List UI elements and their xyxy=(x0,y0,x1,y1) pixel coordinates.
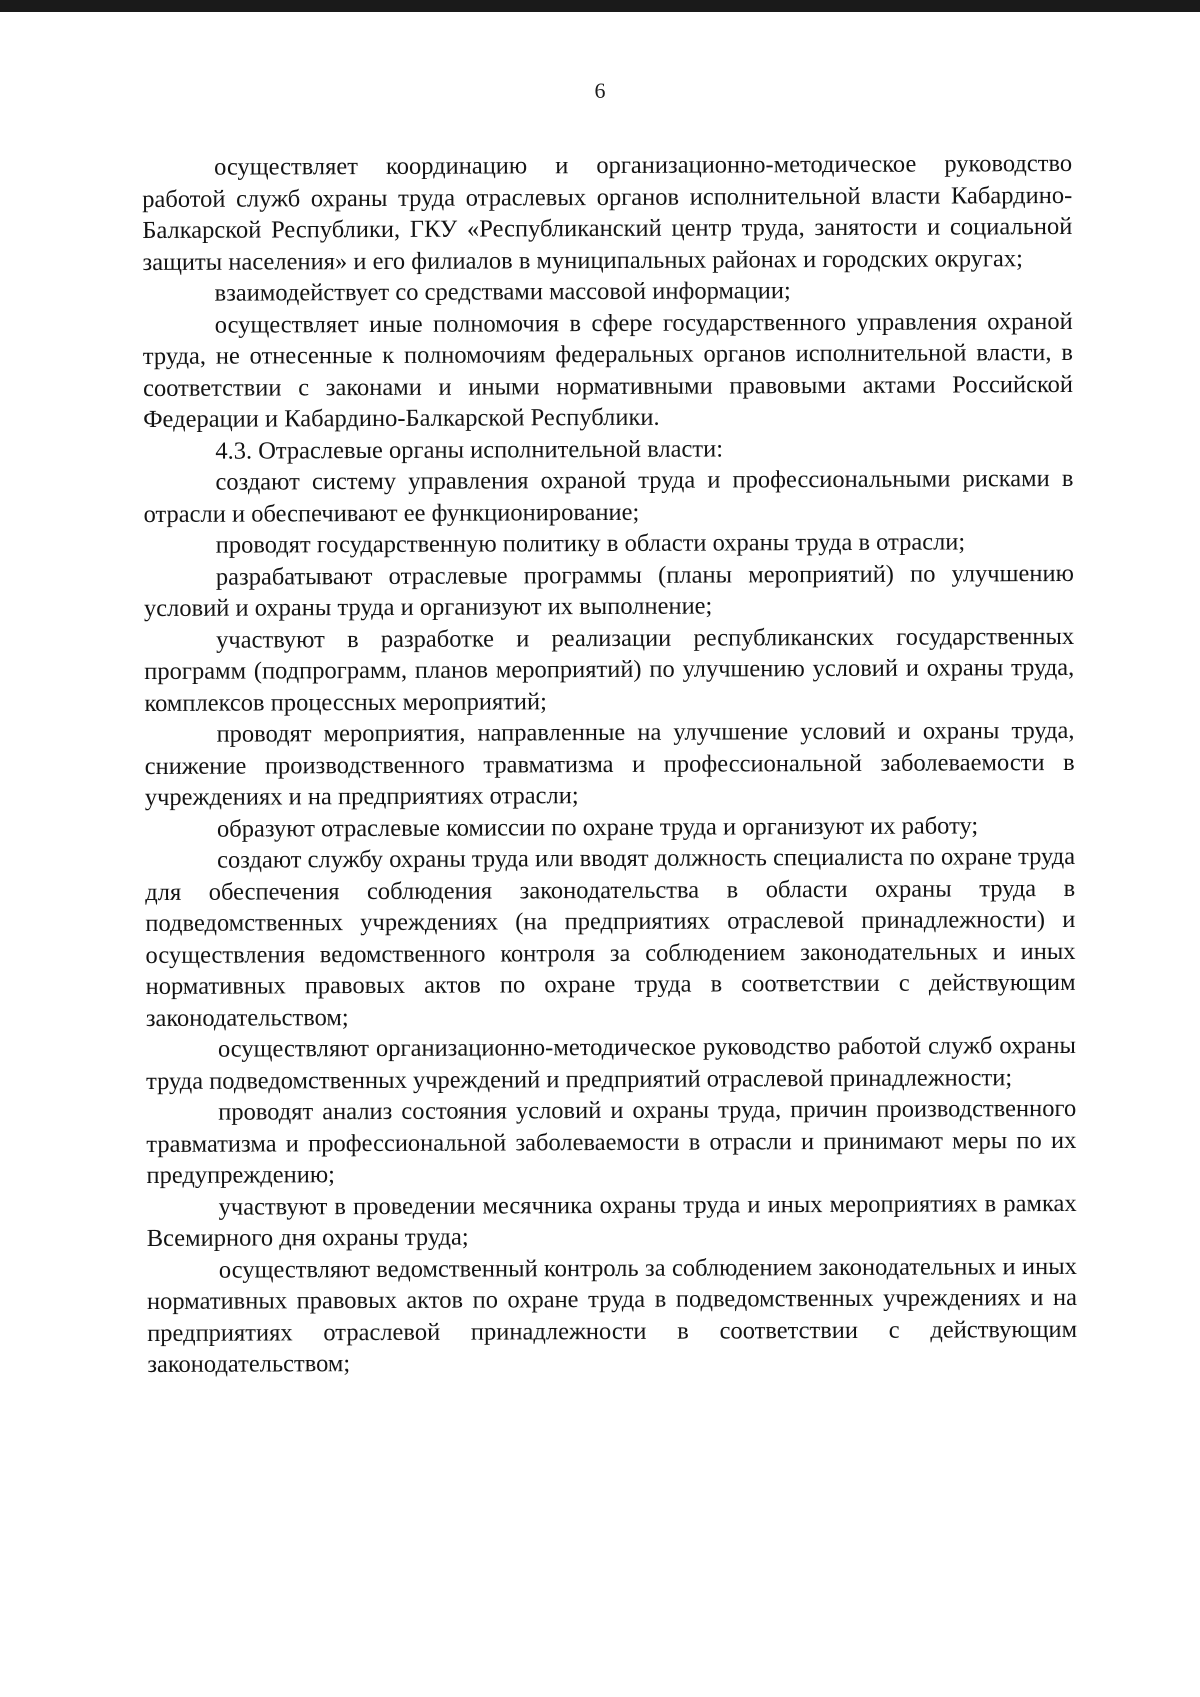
paragraph: создают службу охраны труда или вводят должность специалиста по охране труда для обеспечения соблюдения законодательства в области охраны труда в подведомственных учреждениях (на предприятиях отраслевой принадлежности) и осуществления ведомственного контроля за соблюдением законодательных и иных нормативных правовых актов по охране труда в соответствии с действующим законодательством; xyxy=(145,842,1076,1032)
paragraph: взаимодействует со средствами массовой информации; xyxy=(214,277,791,307)
paragraph: создают систему управления охраной труда и профессиональными рисками в отрасли и обеспечивают ее функционирование; xyxy=(143,464,1074,528)
paragraph: осуществляют ведомственный контроль за соблюдением законодательных и иных нормативных правовых актов по охране труда в подведомственных учреждениях и на предприятиях отраслевой принадлежности в соответствии с действующим законодательством; xyxy=(146,1252,1078,1378)
page-number: 6 xyxy=(594,78,606,103)
scan-top-edge xyxy=(0,0,1200,12)
paragraph: проводят государственную политику в области охраны труда в отрасли; xyxy=(215,528,966,559)
paragraph: участвуют в проведении месячника охраны труда и иных мероприятиях в рамках Всемирного дня охраны труда; xyxy=(146,1189,1077,1252)
paragraph: разрабатывают отраслевые программы (планы мероприятий) по улучшению условий и охраны труда и организуют их выполнение; xyxy=(143,559,1074,622)
paragraph: осуществляют организационно-методическое руководство работой служб охраны труда подведомственных учреждений и предприятий отраслевой принадлежности; xyxy=(145,1031,1076,1095)
section-heading: 4.3. Отраслевые органы исполнительной власти: xyxy=(215,434,724,465)
paragraph: проводят мероприятия, направленные на улучшение условий и охраны труда, снижение производственного травматизма и профессиональной заболеваемости в учреждениях и на предприятиях отрасли; xyxy=(144,716,1075,811)
document-body xyxy=(142,148,1077,1381)
paragraph: образуют отраслевые комиссии по охране труда и организуют их работу; xyxy=(216,811,979,843)
paragraph: участвуют в разработке и реализации республиканских государственных программ (подпрограмм, планов мероприятий) по улучшению условий и охраны труда, комплексов процессных мероприятий; xyxy=(144,622,1075,717)
paragraph: осуществляет координацию и организационно-методическое руководство работой служб охраны труда отраслевых органов исполнительной власти Кабардино-Балкарской Республики, ГКУ «Республиканский центр труда, занятости и социальной защиты населения» и его филиалов в муниципальных районах и городских округах; xyxy=(142,149,1073,276)
paragraph: проводят анализ состояния условий и охраны труда, причин производственного травматизма и профессиональной заболеваемости в отрасли и принимают меры по их предупреждению; xyxy=(146,1094,1077,1189)
paragraph: осуществляет иные полномочия в сфере государственного управления охраной труда, не отнесенные к полномочиям федеральных органов исполнительной власти, в соответствии с законами и иными нормативными правовыми актами Российской Федерации и Кабардино-Балкарской Республики. xyxy=(142,307,1074,433)
